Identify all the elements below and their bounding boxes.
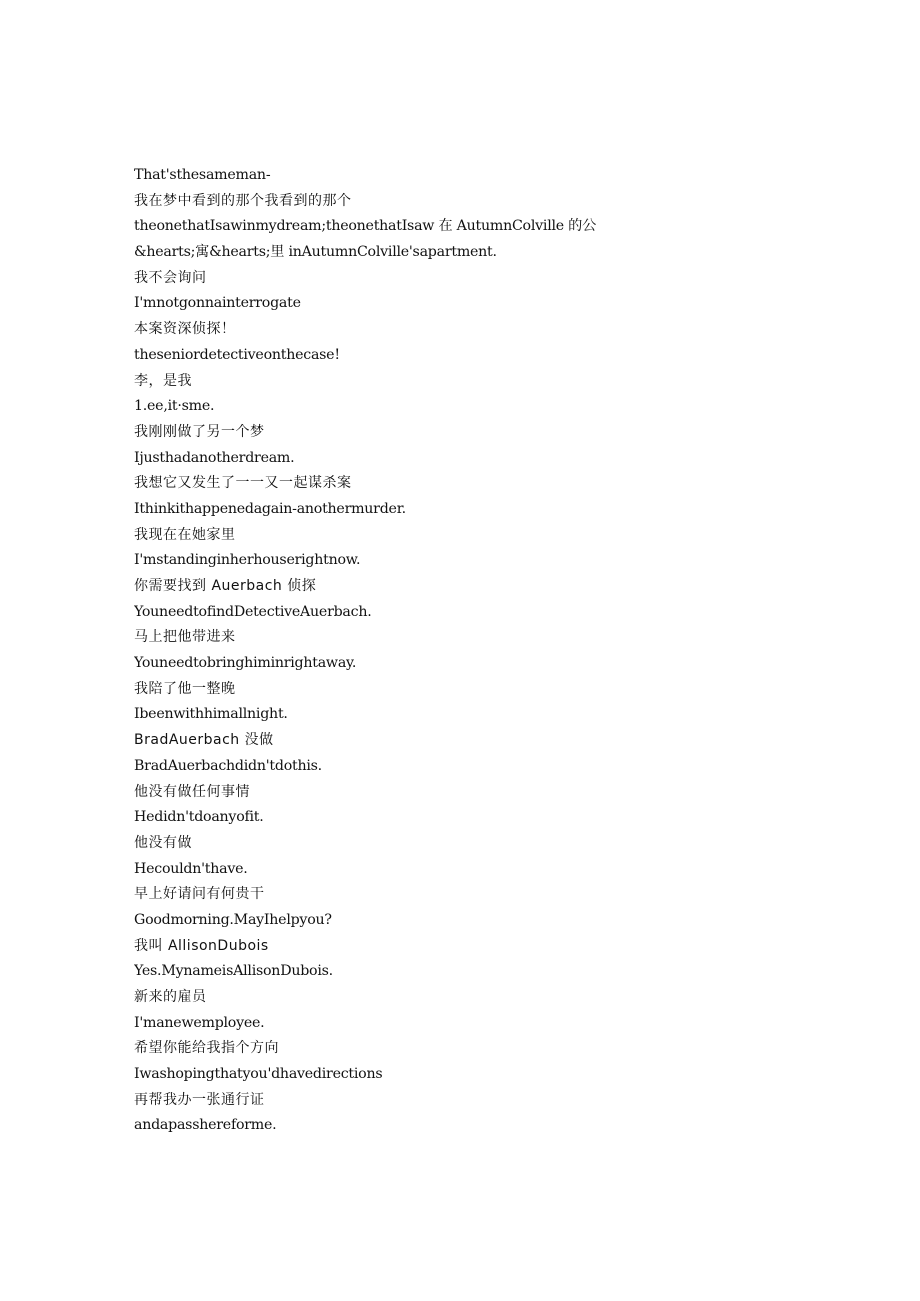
line-26: 他没有做: [134, 834, 192, 851]
line-8: 李，是我: [134, 372, 192, 389]
line-0: That'sthesameman-: [134, 167, 271, 183]
line-34: 希望你能给我指个方向: [134, 1040, 279, 1057]
line-4: 我不会询问: [134, 269, 207, 286]
line-30: 我叫 AllisonDubois: [134, 937, 269, 954]
line-21: Ibeenwithhimallnight.: [134, 706, 288, 723]
subtitle-transcript: [134, 163, 834, 1139]
line-16: 你需要找到 Auerbach 侦探: [134, 578, 317, 594]
line-29: Goodmorning.MayIhelpyou?: [134, 911, 332, 928]
line-27: Hecouldn'thave.: [134, 860, 248, 877]
line-14: 我现在在她家里: [134, 526, 236, 543]
line-1: 我在梦中看到的那个我看到的那个: [134, 192, 352, 209]
line-35: Iwashopingthatyou'dhavedirections: [134, 1066, 383, 1083]
line-22: BradAuerbach 没做: [134, 732, 274, 749]
line-5: I'mnotgonnainterrogate: [134, 295, 301, 312]
line-18: 马上把他带进来: [134, 629, 236, 646]
line-15: I'mstandinginherhouserightnow.: [134, 552, 361, 569]
line-36: 再帮我办一张通行证: [134, 1091, 265, 1108]
line-13: Ithinkithappenedagain-anothermurder.: [134, 500, 406, 517]
line-3: &hearts;寓&hearts;里 inAutumnColville'sapartment.: [134, 244, 497, 261]
line-7: theseniordetectiveonthecase!: [134, 346, 340, 363]
line-33: I'manewemployee.: [134, 1014, 265, 1031]
line-6: 本案资深侦探！: [134, 321, 236, 338]
line-2: theonethatIsawinmydream;theonethatIsaw 在 AutumnColville 的公: [134, 218, 597, 235]
line-10: 我刚刚做了另一个梦: [134, 423, 265, 440]
line-12: 我想它又发生了一一又一起谋杀案: [134, 475, 352, 492]
line-19: Youneedtobringhiminrightaway.: [134, 655, 357, 672]
line-28: 早上好请问有何贵干: [134, 886, 265, 903]
line-32: 新来的雇员: [134, 989, 207, 1005]
line-37: andapasshereforme.: [134, 1117, 277, 1134]
line-9: 1.ee,it·sme.: [134, 398, 215, 415]
line-31: Yes.MynameisAllisonDubois.: [134, 963, 333, 980]
line-11: Ijusthadanotherdream.: [134, 449, 295, 466]
line-20: 我陪了他一整晚: [134, 680, 236, 697]
line-25: Hedidn'tdoanyofit.: [134, 809, 264, 826]
line-24: 他没有做任何事情: [134, 783, 250, 800]
line-17: YouneedtofindDetectiveAuerbach.: [134, 603, 372, 620]
line-23: BradAuerbachdidn'tdothis.: [134, 757, 322, 774]
